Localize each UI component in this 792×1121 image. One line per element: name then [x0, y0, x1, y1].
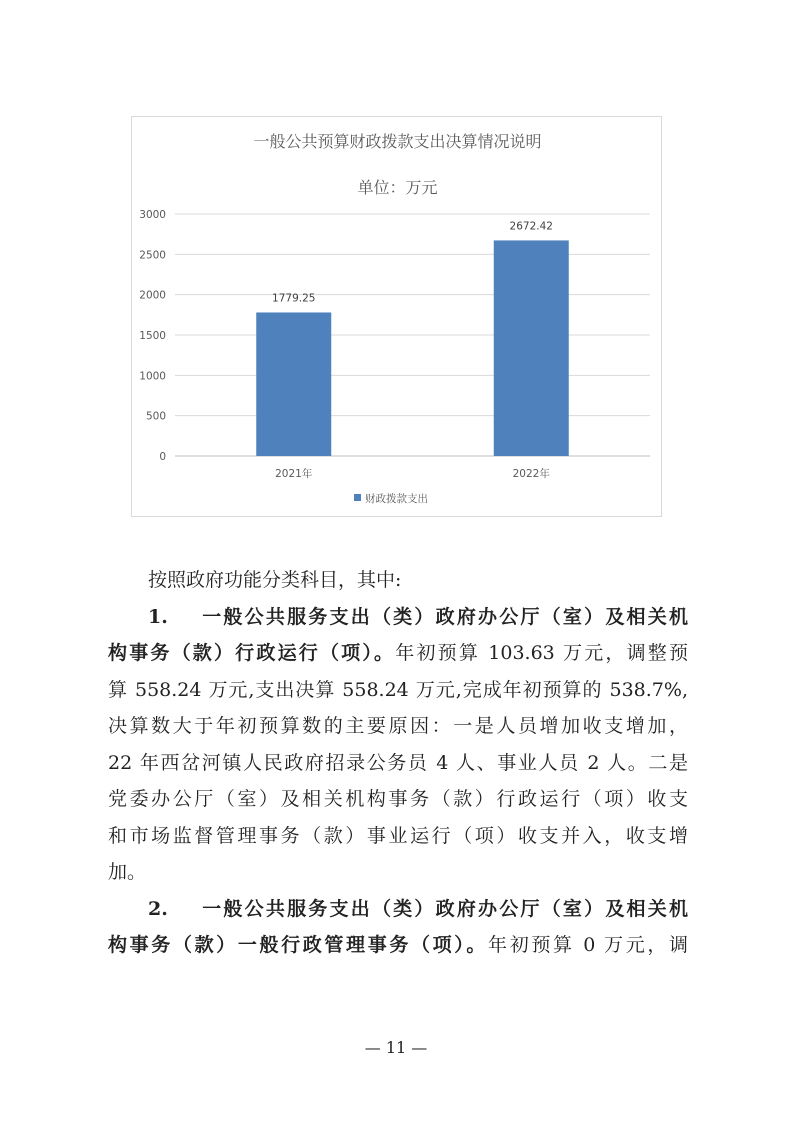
x-tick-label: 2022年: [512, 468, 550, 480]
page-number: — 11 —: [364, 1038, 428, 1057]
bar: [494, 240, 569, 456]
x-tick-label: 2021年: [275, 468, 313, 480]
y-tick-label: 500: [145, 410, 166, 423]
data-label: 2672.42: [509, 220, 553, 233]
chart-plot: [132, 117, 663, 518]
item2-heading-line2: 构事务（款）一般行政管理事务（项）。: [108, 934, 489, 956]
item1-heading-line1: 一般公共服务支出（类）政府办公厅（室）及相关机: [200, 605, 688, 628]
legend-swatch: [354, 494, 361, 501]
bar: [256, 312, 331, 456]
item1-line4: 决算数大于年初预算数的主要原因：一是人员增加收支增加，: [108, 715, 688, 737]
item2-line1: [108, 891, 688, 928]
body-text: [108, 562, 688, 964]
y-tick-label: 0: [159, 451, 166, 463]
data-label: 1779.25: [272, 292, 316, 305]
item1-line2: [108, 635, 688, 672]
item1-line8: 加。: [108, 861, 147, 883]
chart-subtitle: 单位：万元: [357, 178, 438, 197]
item1-line7: 和市场监督管理事务（款）事业运行（项）收支并入，收支增: [108, 824, 688, 847]
intro-paragraph: 按照政府功能分类科目，其中:: [148, 569, 402, 591]
y-tick-label: 2500: [139, 249, 166, 262]
item2-line2: [108, 927, 688, 964]
chart-title: 一般公共预算财政拨款支出决算情况说明: [253, 132, 542, 151]
y-tick-label: 3000: [139, 209, 166, 221]
item1-line3: 算 558.24 万元,支出决算 558.24 万元,完成年初预算的 538.7%,: [108, 678, 688, 701]
y-tick-label: 1000: [139, 370, 166, 383]
item1-text-line2: 年初预算 103.63 万元，调整预: [395, 642, 688, 664]
item2-number: 2.: [148, 897, 168, 920]
item1-heading-line2: 构事务（款）行政运行（项）。: [108, 642, 396, 664]
y-tick-label: 1500: [139, 330, 166, 342]
legend-label: 财政拨款支出: [365, 493, 428, 505]
item1-number: 1.: [148, 605, 168, 628]
item2-heading-line1: 一般公共服务支出（类）政府办公厅（室）及相关机: [200, 897, 688, 920]
y-tick-label: 2000: [139, 289, 166, 302]
item1-line1: [108, 599, 688, 636]
item1-line6: 党委办公厅（室）及相关机构事务（款）行政运行（项）收支: [108, 788, 688, 810]
bar-chart: [131, 116, 662, 517]
item1-line5: 22 年西岔河镇人民政府招录公务员 4 人、事业人员 2 人。二是: [108, 751, 688, 774]
item2-text-line2: 年初预算 0 万元，调: [488, 934, 688, 956]
